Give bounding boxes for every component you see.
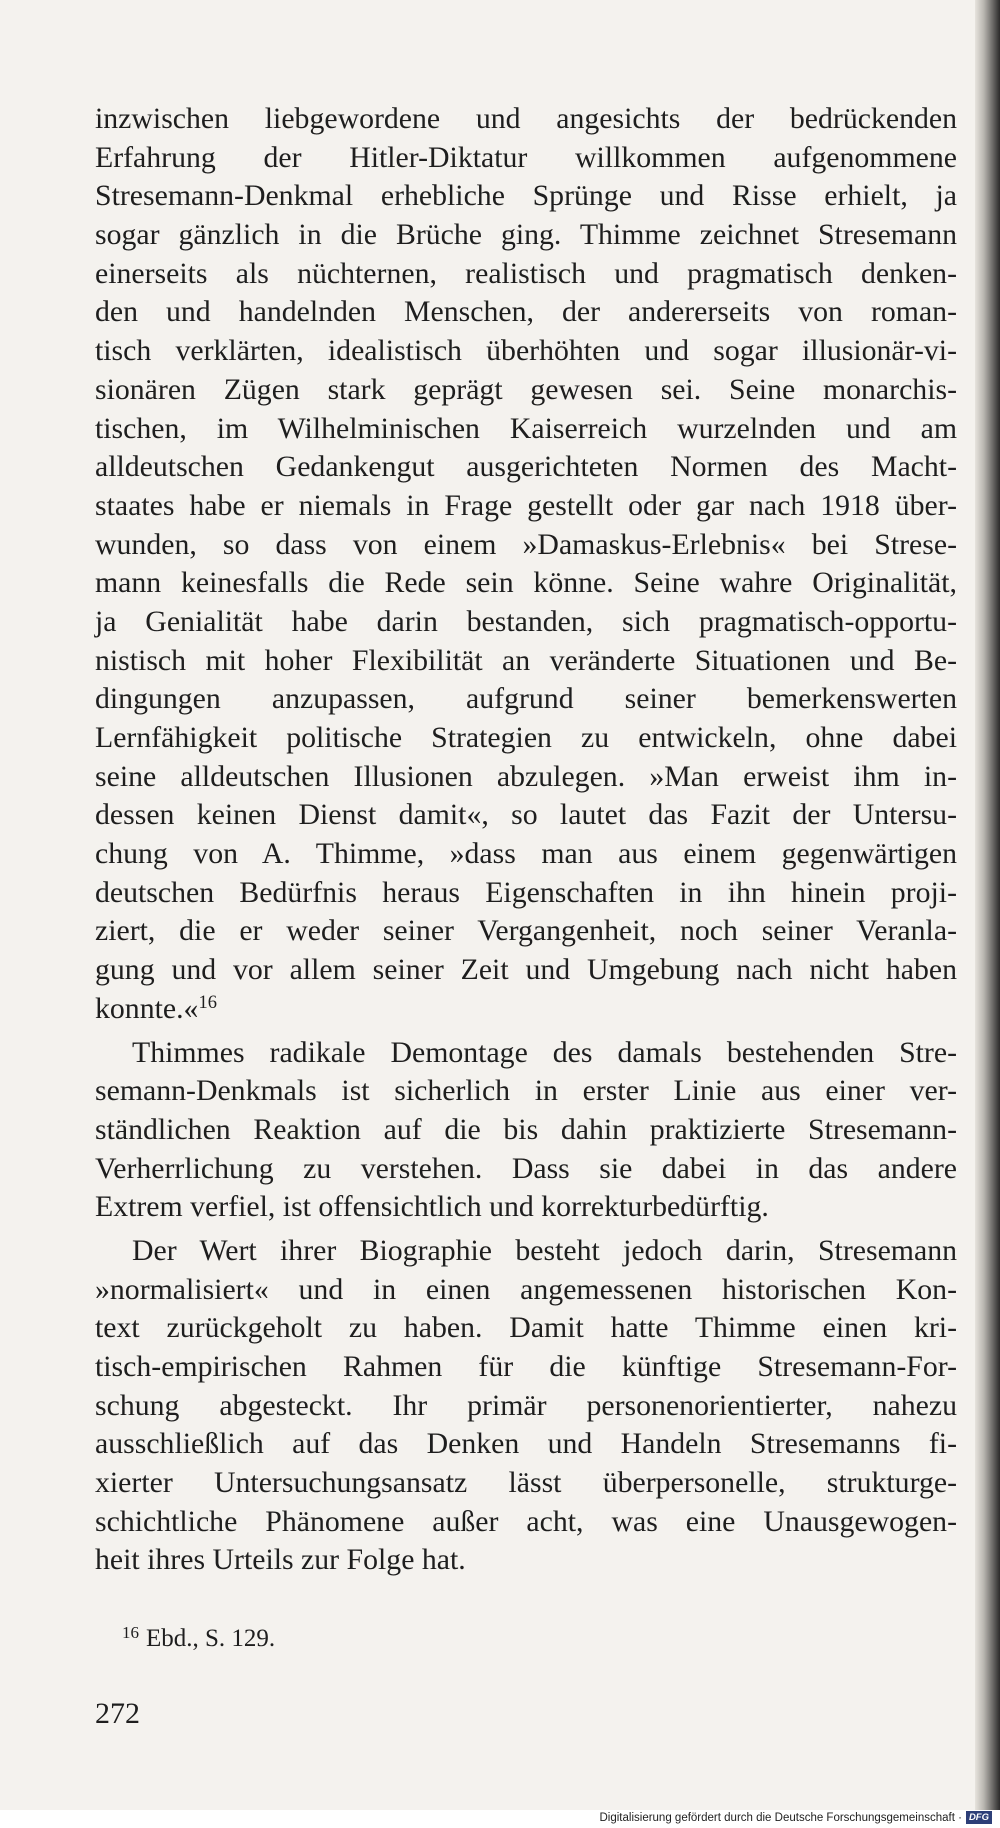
text-line (95, 448, 957, 487)
line-text: chung von A. Thimme, »dass man aus einem gegenwärtigen (95, 837, 957, 871)
line-text: Stresemann-Denkmal erhebliche Sprünge und Risse erhielt, ja (95, 179, 957, 213)
line-text: nistisch mit hoher Flexibilität an veränderte Situationen und Be- (95, 643, 957, 677)
footnote (122, 1622, 276, 1653)
line-text: alldeutschen Gedankengut ausgerichteten Normen des Macht- (95, 450, 957, 484)
text-line (95, 796, 957, 835)
paragraph (95, 100, 957, 1029)
text-line (95, 758, 957, 797)
line-text: ausschließlich auf das Denken und Handeln Stresemanns fi- (95, 1427, 957, 1461)
line-text: Der Wert ihrer Biographie besteht jedoch darin, Stresemann (132, 1233, 957, 1267)
line-text: konnte.« (95, 991, 199, 1025)
line-text: ständlichen Reaktion auf die bis dahin praktizierte Stresemann- (95, 1112, 957, 1146)
text-line (95, 1348, 957, 1387)
line-text: sionären Zügen stark geprägt gewesen sei. Seine monarchis- (95, 372, 957, 406)
line-text: mann keinesfalls die Rede sein könne. Seine wahre Originalität, (95, 566, 957, 600)
line-text: den und handelnden Menschen, der andererseits von roman- (95, 295, 957, 329)
text-line (95, 1387, 957, 1426)
text-line (95, 100, 957, 139)
line-text: einerseits als nüchternen, realistisch und pragmatisch denken- (95, 256, 957, 290)
text-line (95, 874, 957, 913)
text-line (95, 1541, 957, 1580)
text-line (95, 255, 957, 294)
text-line (95, 912, 957, 951)
text-line (95, 1072, 957, 1111)
text-line (95, 835, 957, 874)
line-text: wunden, so dass von einem »Damaskus-Erlebnis« bei Strese- (95, 527, 957, 561)
text-line (95, 293, 957, 332)
line-text: staates habe er niemals in Frage gestellt oder gar nach 1918 über- (95, 488, 957, 522)
paragraph (95, 1034, 957, 1227)
line-text: deutschen Bedürfnis heraus Eigenschaften in ihn hinein proji- (95, 875, 957, 909)
text-line (95, 990, 957, 1029)
line-text: »normalisiert« und in einen angemessenen historischen Kon- (95, 1272, 957, 1306)
text-line (95, 1464, 957, 1503)
line-text: ja Genialität habe darin bestanden, sich pragmatisch-opportu- (95, 604, 957, 638)
body-text (95, 100, 957, 1585)
line-text: inzwischen liebgewordene und angesichts der bedrückenden (95, 102, 957, 135)
text-line (95, 177, 957, 216)
footnote-number: 16 (122, 1622, 139, 1642)
line-text: Thimmes radikale Demontage des damals bestehenden Stre- (132, 1035, 957, 1069)
text-line (95, 216, 957, 255)
text-line (95, 680, 957, 719)
text-line (95, 951, 957, 990)
page-edge-shadow (975, 0, 1000, 1810)
line-text: ziert, die er weder seiner Vergangenheit, noch seiner Veranla- (95, 914, 957, 948)
line-text: seine alldeutschen Illusionen abzulegen. »Man erweist ihm in- (95, 759, 957, 793)
footnote-reference: 16 (198, 991, 217, 1012)
text-line (95, 1150, 957, 1189)
line-text: text zurückgeholt zu haben. Damit hatte Thimme einen kri- (95, 1311, 957, 1345)
line-text: schung abgesteckt. Ihr primär personenorientierter, nahezu (95, 1388, 957, 1422)
text-line (95, 1271, 957, 1310)
text-line (95, 1034, 957, 1073)
line-text: Verherrlichung zu verstehen. Dass sie dabei in das andere (95, 1151, 957, 1185)
line-text: dingungen anzupassen, aufgrund seiner bemerkenswerten (95, 682, 957, 716)
line-text: tisch-empirischen Rahmen für die künftige Stresemann-For- (95, 1350, 957, 1383)
digitization-credit (600, 1810, 993, 1826)
text-line (95, 1232, 957, 1271)
line-text: schichtliche Phänomene außer acht, was eine Unausgewogen- (95, 1504, 957, 1538)
dfg-logo: DFG (966, 1811, 992, 1824)
text-line (95, 1111, 957, 1150)
text-line (95, 564, 957, 603)
text-line (95, 1188, 957, 1227)
text-line (95, 371, 957, 410)
text-line (95, 487, 957, 526)
text-line (95, 1425, 957, 1464)
line-text: semann-Denkmals ist sicherlich in erster Linie aus einer ver- (95, 1074, 957, 1108)
line-text: tischen, im Wilhelminischen Kaiserreich wurzelnden und am (95, 411, 957, 445)
text-line (95, 719, 957, 758)
line-text: gung und vor allem seiner Zeit und Umgebung nach nicht haben (95, 953, 957, 987)
footnote-text: Ebd., S. 129. (146, 1625, 276, 1652)
text-line (95, 642, 957, 681)
text-line (95, 603, 957, 642)
text-line (95, 526, 957, 565)
text-line (95, 1309, 957, 1348)
line-text: tisch verklärten, idealistisch überhöhten und sogar illusionär-vi- (95, 334, 957, 368)
text-line (95, 332, 957, 371)
line-text: Erfahrung der Hitler-Diktatur willkommen aufgenommene (95, 140, 957, 174)
line-text: xierter Untersuchungsansatz lässt überpersonelle, strukturge- (95, 1466, 957, 1500)
text-line (95, 1503, 957, 1542)
line-text: sogar gänzlich in die Brüche ging. Thimme zeichnet Stresemann (95, 218, 957, 252)
line-text: heit ihres Urteils zur Folge hat. (95, 1543, 466, 1577)
page-number: 272 (95, 1697, 140, 1730)
credit-text: Digitalisierung gefördert durch die Deutsche Forschungsgemeinschaft · (599, 1812, 962, 1824)
line-text: Lernfähigkeit politische Strategien zu entwickeln, ohne dabei (95, 721, 957, 754)
line-text: Extrem verfiel, ist offensichtlich und korrekturbedürftig. (95, 1190, 769, 1224)
paragraph (95, 1232, 957, 1580)
line-text: dessen keinen Dienst damit«, so lautet das Fazit der Untersu- (95, 798, 957, 832)
text-line (95, 410, 957, 449)
text-line (95, 139, 957, 178)
